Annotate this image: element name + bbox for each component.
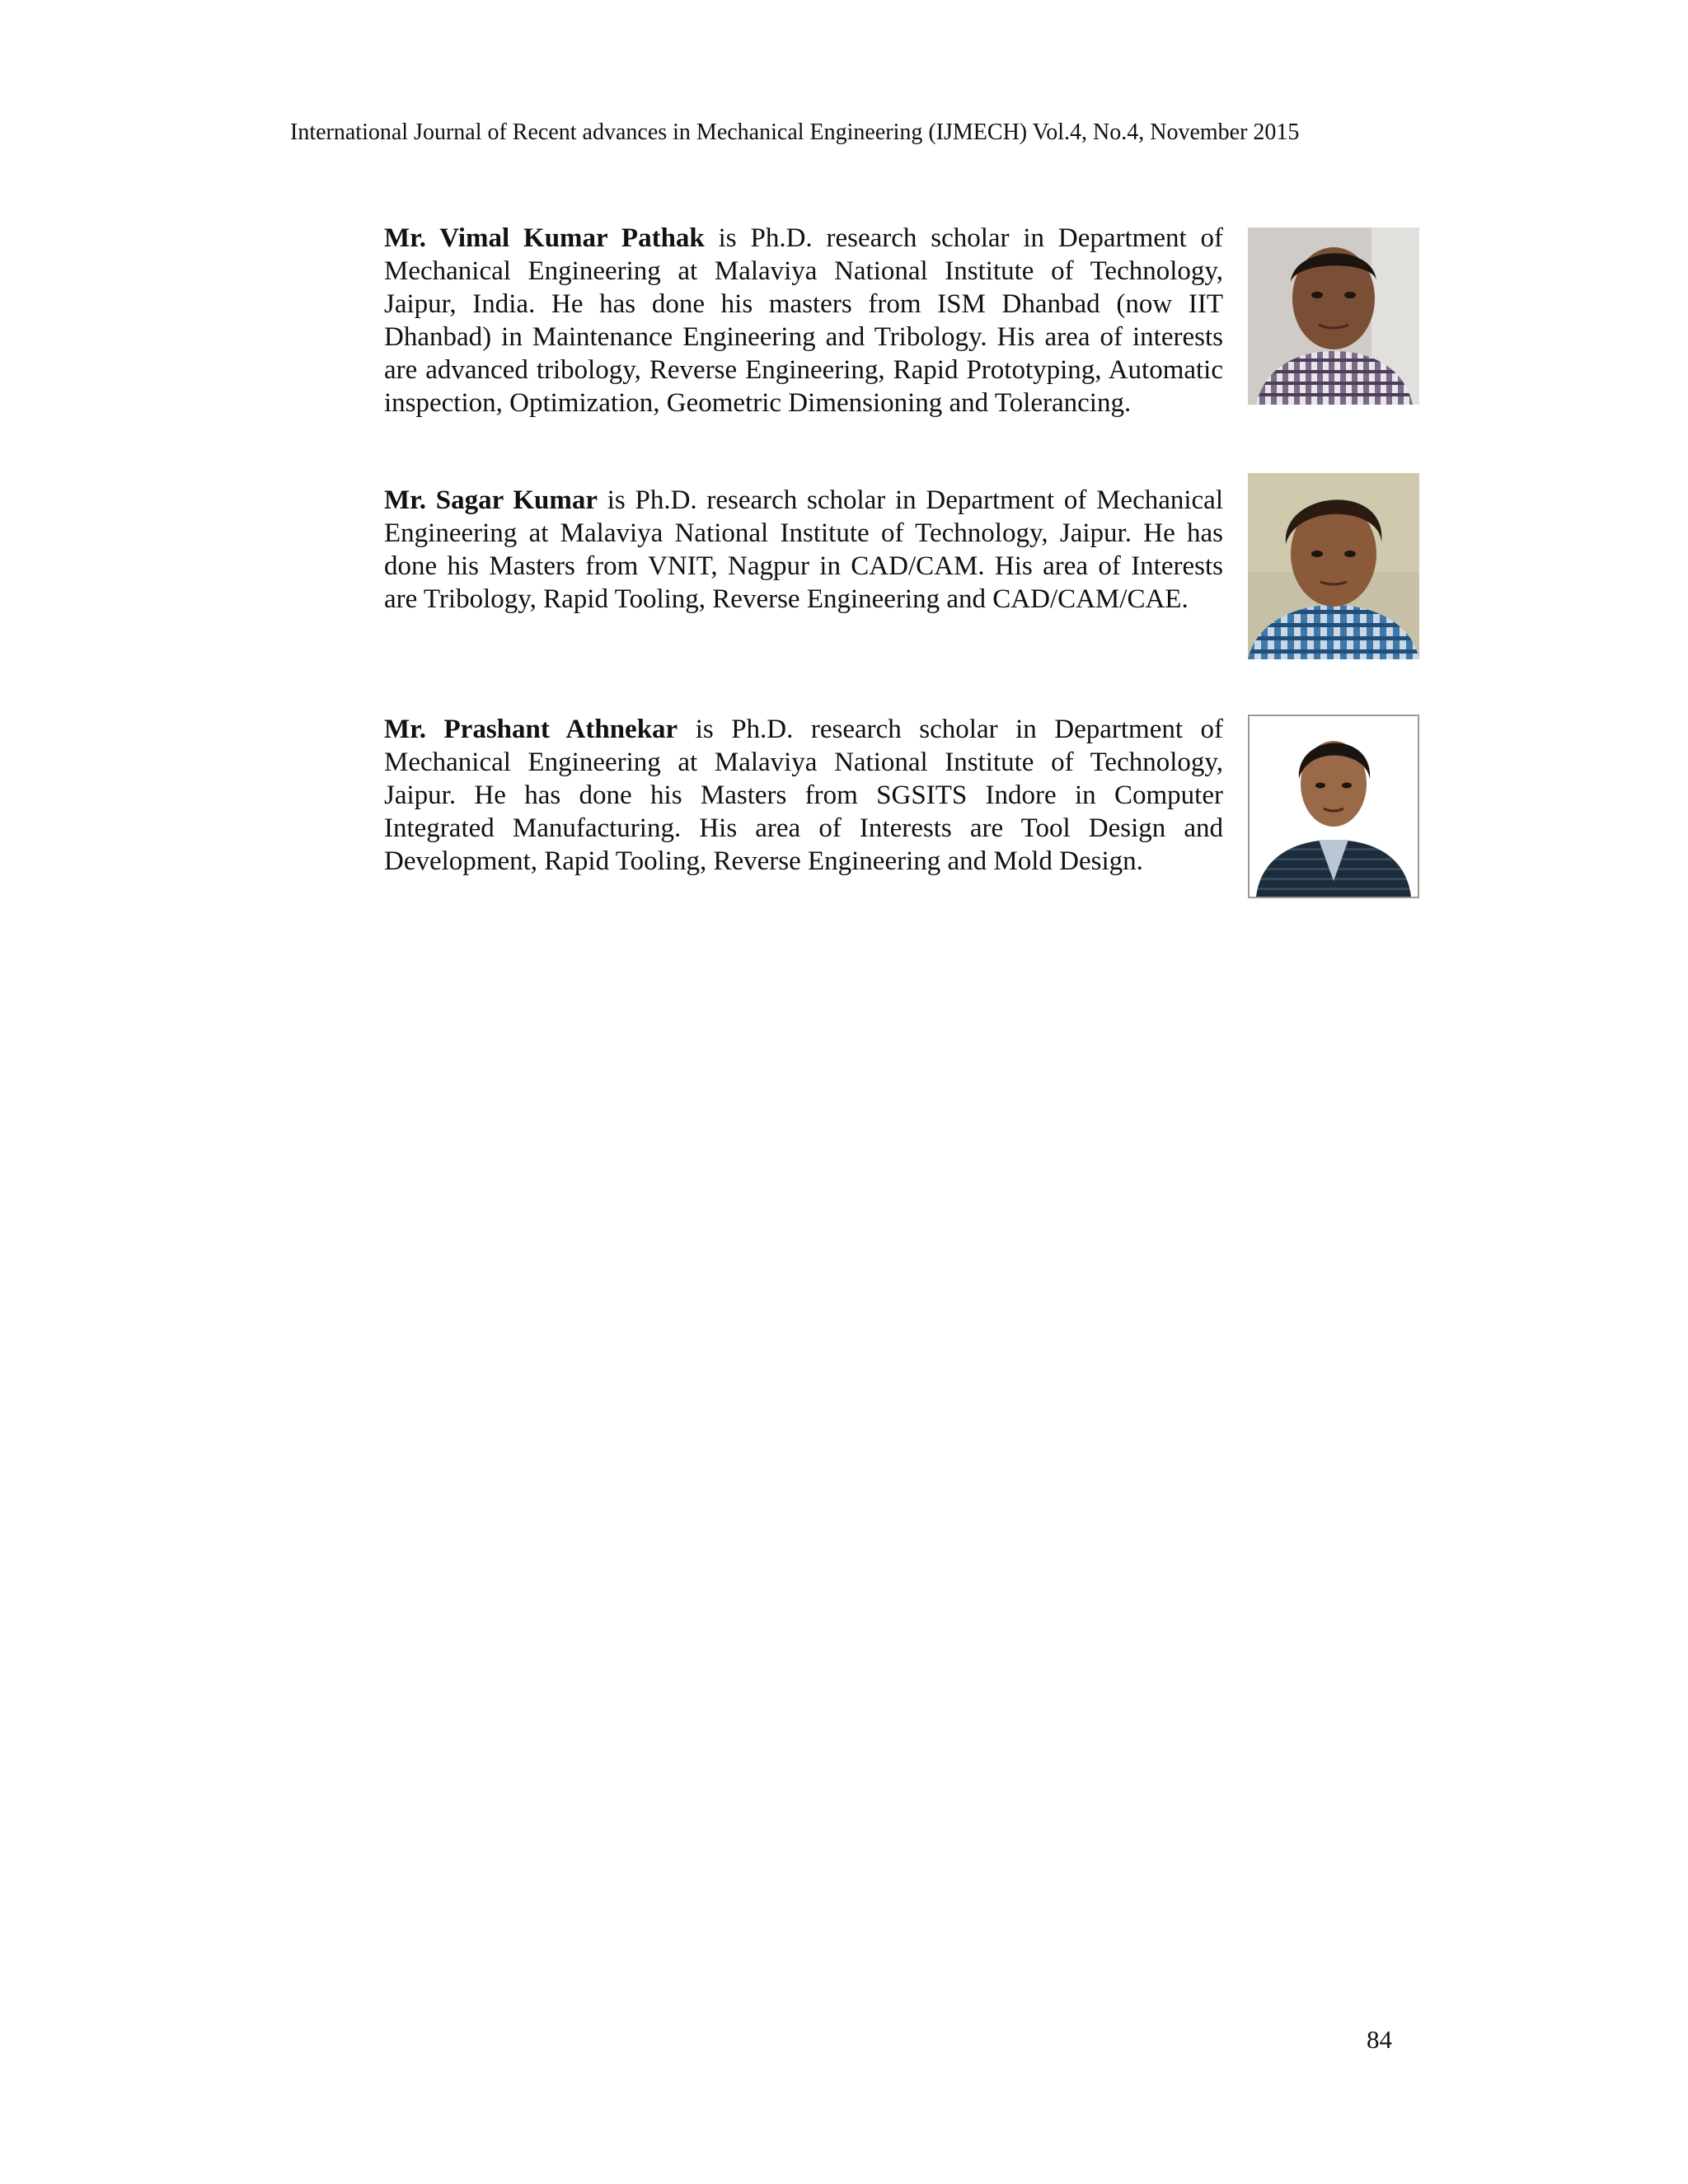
author-bio-prashant-athnekar [384, 713, 1223, 878]
page-number: 84 [1367, 2025, 1392, 2054]
author-bio-text: is Ph.D. research scholar in Department of Mechanical Engineering at Malaviya National Institute of Technology, Jaipur, India. He has done his masters from ISM Dhanbad (now IIT Dhanbad) in Maintenance Engineering and Tribology. His area of interests are advanced tribology, Reverse Engineering, Rapid Prototyping, Automatic inspection, Optimization, Geometric Dimensioning and Tolerancing. [384, 223, 1223, 418]
author-name: Mr. Sagar Kumar [384, 485, 598, 515]
author-name: Mr. Prashant Athnekar [384, 715, 678, 744]
portrait-image [1248, 473, 1419, 659]
author-bio-text: is Ph.D. research scholar in Department of Mechanical Engineering at Malaviya National Institute of Technology, Jaipur. He has done his Masters from VNIT, Nagpur in CAD/CAM. His area of Interests are Tribology, Rapid Tooling, Reverse Engineering and CAD/CAM/CAE. [384, 485, 1223, 614]
portrait-image [1248, 227, 1419, 405]
portrait-image [1250, 716, 1418, 897]
author-photo-vimal-kumar-pathak [1248, 227, 1419, 405]
author-bio-vimal-kumar-pathak [384, 222, 1223, 419]
author-bio-sagar-kumar [384, 484, 1223, 616]
author-name: Mr. Vimal Kumar Pathak [384, 223, 705, 253]
running-header: International Journal of Recent advances in Mechanical Engineering (IJMECH) Vol.4, No.4, November 2015 [290, 120, 1300, 145]
author-photo-prashant-athnekar [1248, 715, 1419, 898]
author-photo-sagar-kumar [1248, 473, 1419, 659]
author-bio-text: is Ph.D. research scholar in Department of Mechanical Engineering at Malaviya National Institute of Technology, Jaipur. He has done his Masters from SGSITS Indore in Computer Integrated Manufacturing. His area of Interests are Tool Design and Development, Rapid Tooling, Reverse Engineering and Mold Design. [384, 715, 1223, 876]
